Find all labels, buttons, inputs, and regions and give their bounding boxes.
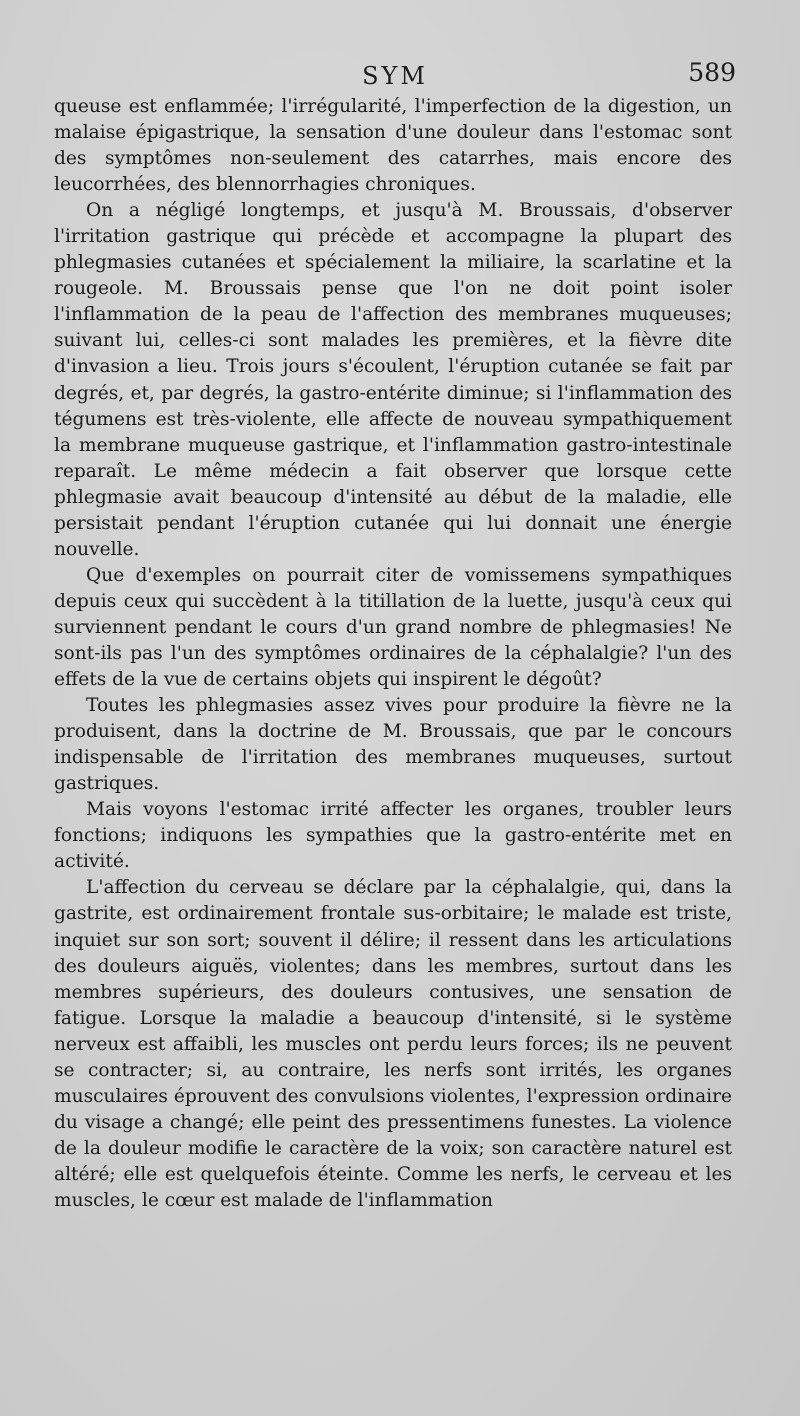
paragraph-5: Mais voyons l'estomac irrité affecter les organes, troubler leurs fonctions; indiquons les sympathies que la gastro-entérite met en activité. (54, 799, 732, 873)
page-header (54, 58, 736, 94)
paragraph-4: Toutes les phlegmasies assez vives pour produire la fièvre ne la produisent, dans la doctrine de M. Broussais, que par le concours indispensable de l'irritation des membranes muqueuses, surtout gastriques. (54, 695, 732, 795)
body-text (54, 94, 732, 1214)
paragraph-3: Que d'exemples on pourrait citer de vomissemens sympathiques depuis ceux qui succèdent à la titillation de la luette, jusqu'à ceux qui surviennent pendant le cours d'un grand nombre de phlegmasies! Ne sont-ils pas l'un des symptômes ordinaires de la céphalalgie? l'un des effets de la vue de certains objets qui inspirent le dégoût? (54, 564, 732, 691)
paragraph-6: L'affection du cerveau se déclare par la céphalalgie, qui, dans la gastrite, est ordinairement frontale sus-orbitaire; le malade est triste, inquiet sur son sort; souvent il délire; il ressent dans les articulations des douleurs aiguës, violentes; dans les membres, surtout dans les membres supérieurs, des douleurs contusives, une sensation de fatigue. Lorsque la maladie a beaucoup d'intensité, si le système nerveux est affaibli, les muscles ont perdu leurs forces; ils ne peuvent se contracter; si, au contraire, les nerfs sont irrités, les organes musculaires éprouvent des convulsions violentes, l'expression ordinaire du visage a changé; elle peint des pressentimens funestes. La violence de la douleur modifie le caractère de la voix; son caractère naturel est altéré; elle est quelquefois éteinte. Comme les nerfs, le cerveau et les muscles, le cœur est malade de l'inflammation (54, 877, 732, 1211)
running-head: SYM (362, 62, 428, 90)
page-number: 589 (688, 58, 736, 87)
paragraph-1: queuse est enflammée; l'irrégularité, l'imperfection de la digestion, un malaise épigastrique, la sensation d'une douleur dans l'estomac sont des symptômes non-seulement des catarrhes, mais encore des leucorrhées, des blennorrhagies chroniques. (54, 96, 732, 196)
paragraph-2: On a négligé longtemps, et jusqu'à M. Broussais, d'observer l'irritation gastrique qui précède et accompagne la plupart des phlegmasies cutanées et spécialement la miliaire, la scarlatine et la rougeole. M. Broussais pense que l'on ne doit point isoler l'inflammation de la peau de l'affection des membranes muqueuses; suivant lui, celles-ci sont malades les premières, et la fièvre dite d'invasion a lieu. Trois jours s'écoulent, l'éruption cutanée se fait par degrés, et, par degrés, la gastro-entérite diminue; si l'inflammation des tégumens est très-violente, elle affecte de nouveau sympathiquement la membrane muqueuse gastrique, et l'inflammation gastro-intestinale reparaît. Le même médecin a fait observer que lorsque cette phlegmasie avait beaucoup d'intensité au début de la maladie, elle persistait pendant l'éruption cutanée qui lui donnait une énergie nouvelle. (54, 200, 732, 560)
